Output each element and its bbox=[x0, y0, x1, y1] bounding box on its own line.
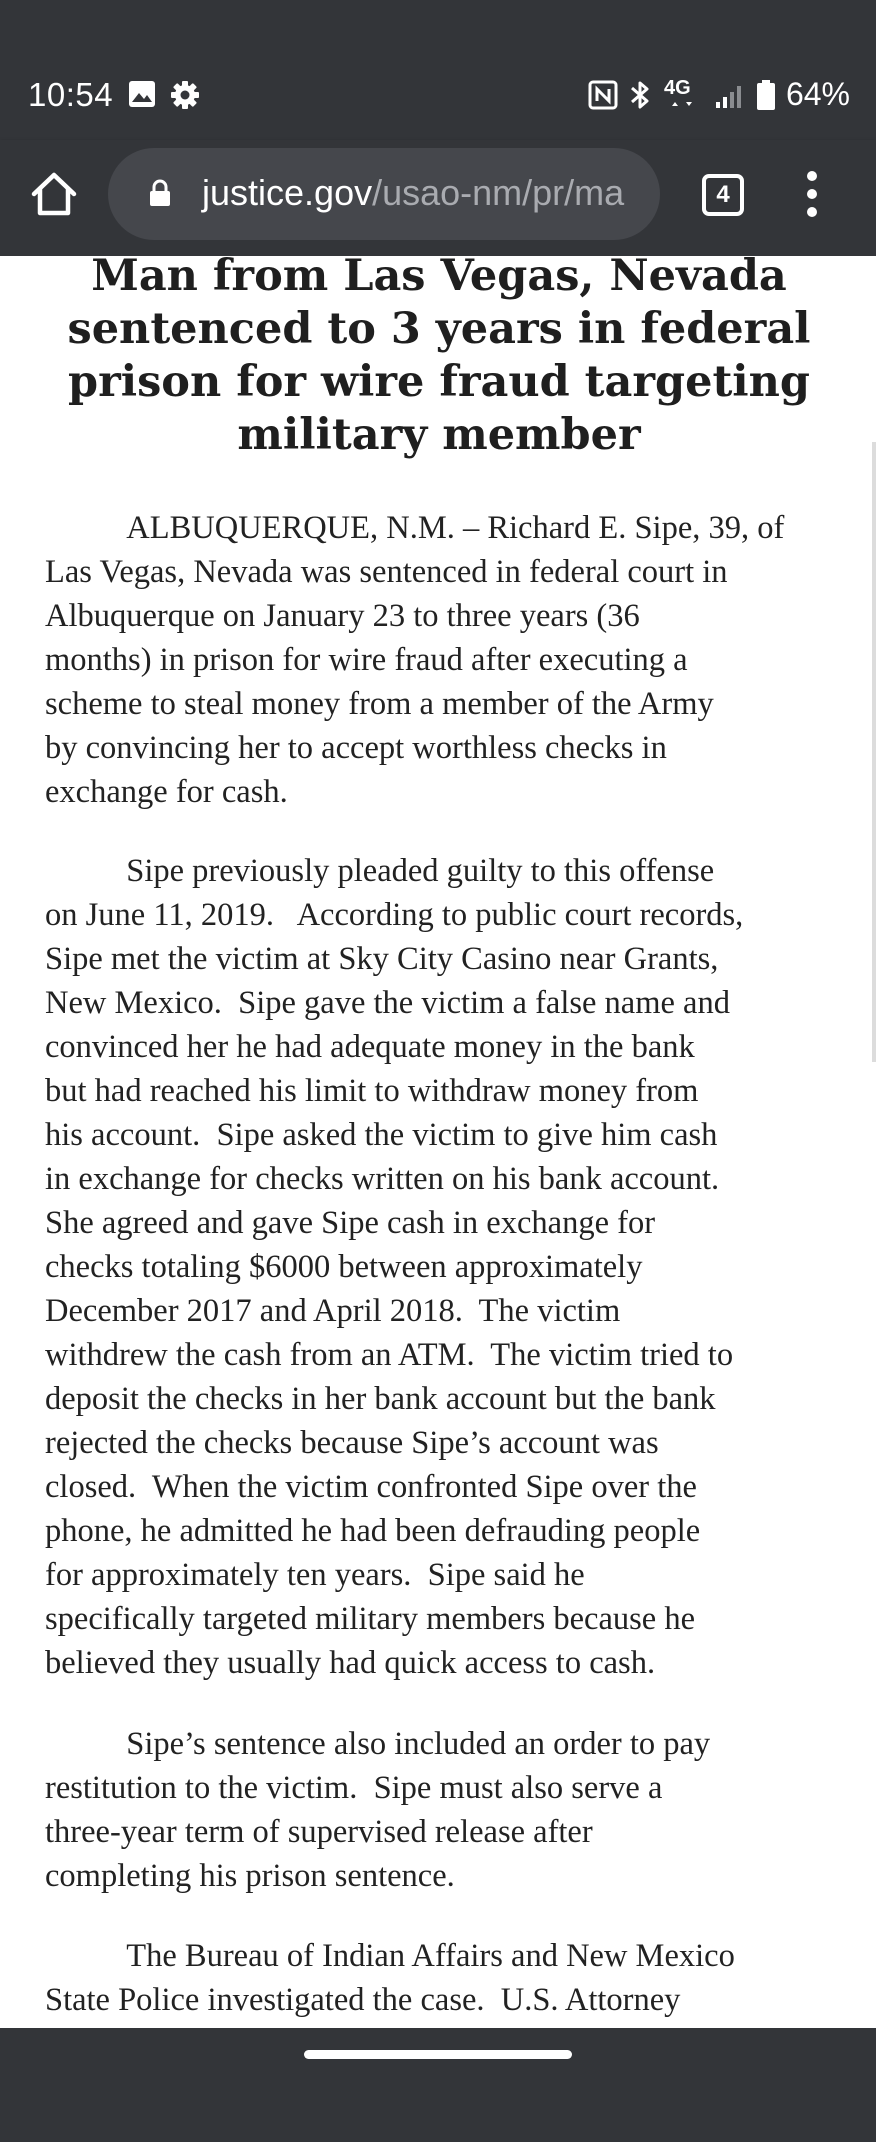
image-icon bbox=[128, 80, 156, 108]
article-paragraph bbox=[45, 506, 845, 814]
paragraph-line: believed they usually had quick access to cash. bbox=[45, 1645, 656, 1681]
address-bar[interactable] bbox=[108, 148, 660, 240]
article-headline bbox=[44, 250, 834, 462]
signal-icon bbox=[714, 80, 746, 110]
tab-switcher-button[interactable]: 4 bbox=[702, 174, 744, 216]
status-time: 10:54 bbox=[28, 76, 114, 113]
network-label: 4G bbox=[663, 76, 691, 99]
paragraph-line: The Bureau of Indian Affairs and New Mexico bbox=[45, 1938, 735, 1974]
lock-icon bbox=[148, 178, 172, 208]
paragraph-line: withdrew the cash from an ATM. The victim tried to bbox=[45, 1337, 734, 1373]
paragraph-line: specifically targeted military members because he bbox=[45, 1601, 696, 1637]
paragraph-line: in exchange for checks written on his bank account. bbox=[45, 1161, 720, 1197]
home-icon bbox=[26, 166, 82, 222]
headline-line: Man from Las Vegas, Nevada bbox=[91, 251, 787, 301]
paragraph-line: scheme to steal money from a member of the Army bbox=[45, 686, 714, 722]
paragraph-line: three-year term of supervised release after bbox=[45, 1814, 593, 1850]
url-domain: justice.gov bbox=[202, 172, 373, 213]
paragraph-line: Sipe’s sentence also included an order to pay bbox=[45, 1726, 711, 1762]
headline-line: sentenced to 3 years in federal bbox=[67, 304, 811, 354]
article-paragraph bbox=[45, 1722, 845, 1898]
paragraph-line: exchange for cash. bbox=[45, 774, 288, 810]
paragraph-line: by convincing her to accept worthless checks in bbox=[45, 730, 667, 766]
paragraph-line: ALBUQUERQUE, N.M. – Richard E. Sipe, 39, of bbox=[45, 510, 785, 546]
article-paragraph bbox=[45, 849, 845, 1685]
paragraph-line: Sipe previously pleaded guilty to this offense bbox=[45, 853, 715, 889]
paragraph-line: Sipe met the victim at Sky City Casino near Grants, bbox=[45, 941, 719, 977]
paragraph-line: checks totaling $6000 between approximately bbox=[45, 1249, 643, 1285]
paragraph-line: on June 11, 2019. According to public court records, bbox=[45, 897, 744, 933]
paragraph-line: Las Vegas, Nevada was sentenced in federal court in bbox=[45, 554, 728, 590]
paragraph-line: convinced her he had adequate money in the bank bbox=[45, 1029, 695, 1065]
paragraph-line: but had reached his limit to withdraw money from bbox=[45, 1073, 699, 1109]
paragraph-line: for approximately ten years. Sipe said he bbox=[45, 1557, 585, 1593]
network-4g-icon bbox=[662, 78, 704, 112]
system-navigation-bar bbox=[0, 2028, 876, 2142]
headline-line: military member bbox=[237, 410, 641, 460]
paragraph-line: deposit the checks in her bank account but the bank bbox=[45, 1381, 716, 1417]
paragraph-line: closed. When the victim confronted Sipe over the bbox=[45, 1469, 697, 1505]
browser-toolbar bbox=[0, 140, 876, 256]
gesture-handle[interactable] bbox=[304, 2050, 572, 2059]
paragraph-line: New Mexico. Sipe gave the victim a false name and bbox=[45, 985, 730, 1021]
paragraph-line: months) in prison for wire fraud after executing a bbox=[45, 642, 688, 678]
paragraph-line: his account. Sipe asked the victim to give him cash bbox=[45, 1117, 718, 1153]
paragraph-line: completing his prison sentence. bbox=[45, 1858, 455, 1894]
status-left-icons bbox=[128, 80, 200, 110]
url-text[interactable] bbox=[202, 172, 648, 214]
battery-level: 64% bbox=[785, 76, 850, 112]
status-bar bbox=[0, 0, 876, 140]
paragraph-line: State Police investigated the case. U.S. Attorney bbox=[45, 1982, 681, 2018]
article-content bbox=[0, 251, 876, 2028]
more-options-button[interactable] bbox=[800, 166, 824, 226]
paragraph-line: rejected the checks because Sipe’s account was bbox=[45, 1425, 659, 1461]
url-path: /usao-nm/pr/ma bbox=[372, 172, 625, 213]
paragraph-line: December 2017 and April 2018. The victim bbox=[45, 1293, 621, 1329]
home-button[interactable] bbox=[26, 166, 82, 222]
nfc-icon bbox=[588, 80, 618, 110]
paragraph-line: restitution to the victim. Sipe must also serve a bbox=[45, 1770, 663, 1806]
gear-icon bbox=[170, 80, 200, 110]
battery-icon bbox=[756, 79, 776, 111]
paragraph-line: She agreed and gave Sipe cash in exchange for bbox=[45, 1205, 656, 1241]
headline-line: prison for wire fraud targeting bbox=[68, 357, 810, 407]
bluetooth-icon bbox=[628, 79, 652, 111]
scrollbar-thumb[interactable] bbox=[872, 442, 876, 1062]
status-right-icons bbox=[588, 76, 850, 113]
paragraph-line: Albuquerque on January 23 to three years (36 bbox=[45, 598, 640, 634]
paragraph-line: phone, he admitted he had been defrauding people bbox=[45, 1513, 701, 1549]
